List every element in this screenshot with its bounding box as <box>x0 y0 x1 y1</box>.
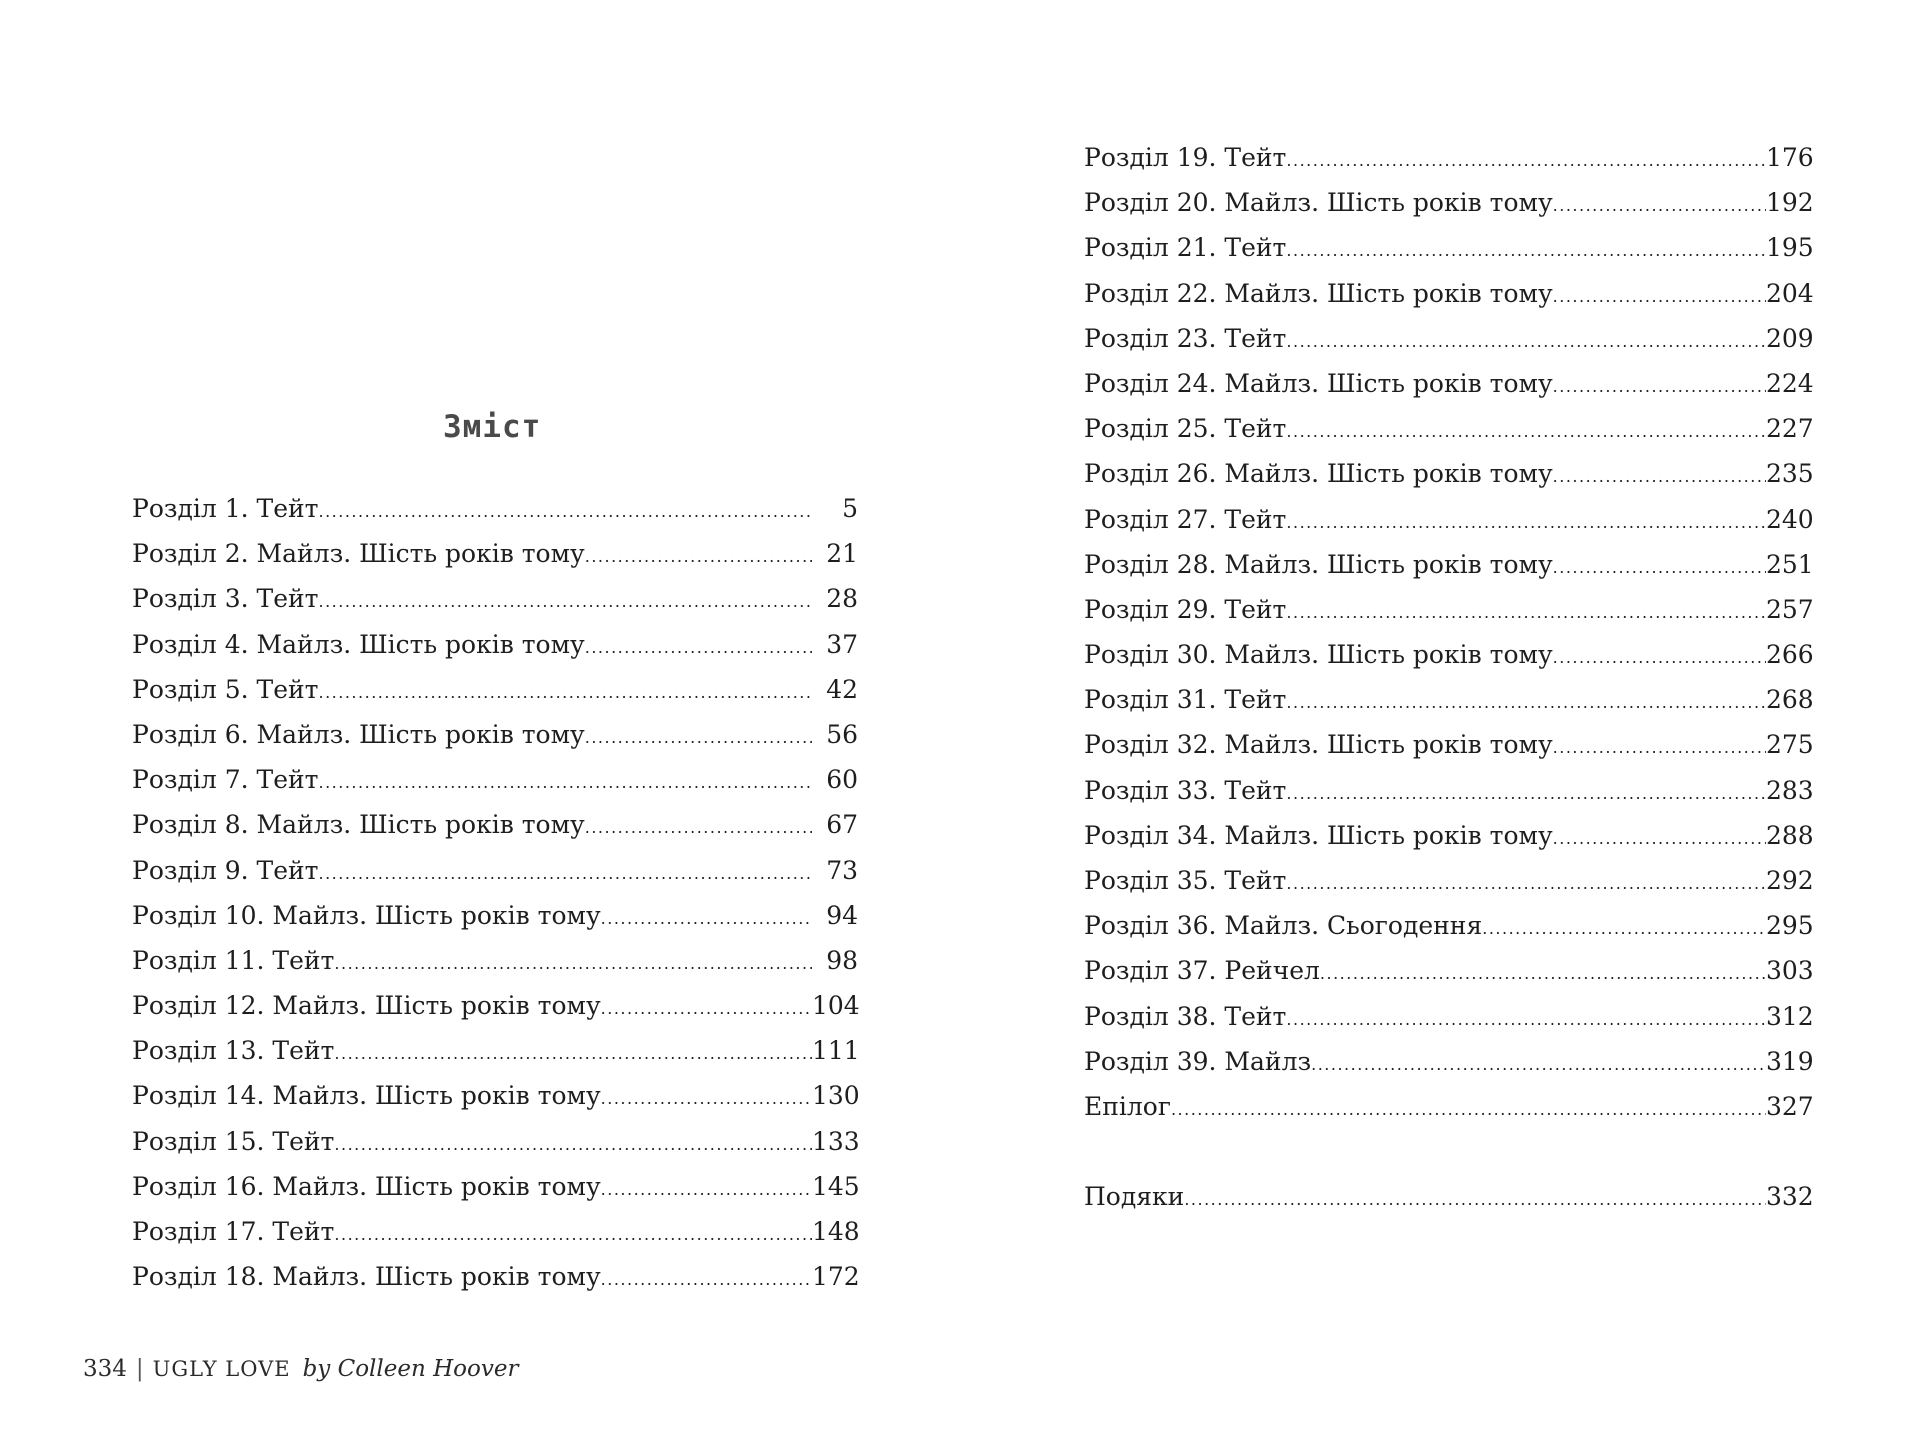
toc-entry-label: Розділ 5. Тейт <box>132 674 319 704</box>
toc-entry[interactable] <box>132 856 858 901</box>
toc-entry[interactable] <box>1084 188 1812 233</box>
toc-entry[interactable] <box>132 1217 858 1262</box>
toc-entry-page: 60 <box>826 765 858 795</box>
toc-entry[interactable] <box>132 991 858 1036</box>
toc-leader-dots <box>334 1044 812 1063</box>
toc-entry-label: Розділ 37. Рейчел <box>1084 956 1320 986</box>
toc-entry-page: 73 <box>826 855 858 885</box>
toc-entry-label: Розділ 23. Тейт <box>1084 323 1287 353</box>
toc-entry-label: Розділ 6. Майлз. Шість років тому <box>132 719 585 749</box>
toc-leader-dots <box>319 683 813 702</box>
page-footer <box>83 1356 518 1382</box>
toc-entry[interactable] <box>1084 640 1812 685</box>
toc-entry-page: 5 <box>842 494 858 523</box>
toc-entry[interactable] <box>1084 866 1812 911</box>
toc-entry-label: Розділ 36. Майлз. Сьогодення <box>1084 911 1483 941</box>
toc-entry-label: Розділ 35. Тейт <box>1084 866 1287 895</box>
toc-leader-dots <box>319 773 813 792</box>
toc-entry[interactable] <box>1084 550 1812 595</box>
toc-entry[interactable] <box>1084 324 1812 369</box>
toc-entry[interactable] <box>1084 505 1812 550</box>
toc-entry-label: Розділ 14. Майлз. Шість років тому <box>132 1081 601 1111</box>
toc-leader-dots <box>1553 648 1766 667</box>
toc-leader-dots <box>319 592 813 611</box>
toc-leader-dots <box>319 864 813 883</box>
toc-entry[interactable] <box>132 1172 858 1217</box>
toc-entry-page: 172 <box>812 1262 860 1292</box>
toc-entry[interactable] <box>132 810 858 855</box>
toc-right-column <box>1084 143 1812 1228</box>
toc-entry-label: Розділ 15. Тейт <box>132 1126 335 1156</box>
toc-entry-page: 204 <box>1766 278 1814 308</box>
toc-entry-page: 283 <box>1766 775 1814 805</box>
footer-book-title: UGLY LOVE <box>152 1357 291 1381</box>
toc-leader-dots <box>601 1270 812 1289</box>
toc-entry-page: 303 <box>1766 956 1814 986</box>
toc-entry[interactable] <box>1084 1092 1812 1137</box>
toc-entry-label: Розділ 1. Тейт <box>132 494 319 523</box>
toc-entry[interactable] <box>132 720 858 765</box>
toc-entry[interactable] <box>132 584 858 629</box>
toc-entry-label: Розділ 17. Тейт <box>132 1217 335 1246</box>
toc-entry[interactable] <box>1084 143 1812 188</box>
toc-entry-page: 28 <box>826 584 858 614</box>
toc-entry[interactable] <box>132 494 858 539</box>
toc-entry-page: 104 <box>812 991 860 1021</box>
toc-entry-page: 332 <box>1766 1182 1814 1212</box>
toc-entry-label: Розділ 2. Майлз. Шість років тому <box>132 539 585 569</box>
toc-leader-dots <box>1286 784 1766 803</box>
toc-entry-page: 292 <box>1766 866 1814 895</box>
toc-leader-dots <box>585 638 812 657</box>
toc-leader-dots <box>1286 693 1766 712</box>
toc-entry-label: Розділ 13. Тейт <box>132 1036 335 1066</box>
toc-entry-page: 268 <box>1766 685 1814 715</box>
toc-entry[interactable] <box>132 1081 858 1126</box>
toc-entry-label: Розділ 9. Тейт <box>132 855 319 885</box>
toc-leader-dots <box>601 1180 812 1199</box>
toc-leader-dots <box>1286 1010 1766 1029</box>
toc-leader-dots <box>1553 829 1766 848</box>
toc-entry-label: Розділ 27. Тейт <box>1084 504 1287 534</box>
toc-entry-page: 327 <box>1766 1091 1814 1121</box>
toc-leader-dots <box>1482 919 1766 938</box>
toc-entry-label: Розділ 24. Майлз. Шість років тому <box>1084 368 1553 398</box>
toc-entry-page: 56 <box>826 719 858 749</box>
toc-entry[interactable] <box>132 630 858 675</box>
toc-entry[interactable] <box>1084 459 1812 504</box>
toc-entry-page: 209 <box>1766 323 1814 353</box>
toc-entry-acknowledgements[interactable] <box>1084 1182 1812 1227</box>
footer-page-number: 334 <box>83 1356 127 1382</box>
toc-entry-label: Розділ 33. Тейт <box>1084 775 1287 805</box>
toc-entry[interactable] <box>1084 414 1812 459</box>
toc-entry[interactable] <box>1084 369 1812 414</box>
toc-entry[interactable] <box>132 1262 858 1307</box>
toc-entry-page: 98 <box>826 945 858 975</box>
toc-leader-dots <box>585 818 812 837</box>
toc-entry[interactable] <box>1084 821 1812 866</box>
toc-leader-dots <box>1553 377 1766 396</box>
toc-entry[interactable] <box>132 901 858 946</box>
toc-entry[interactable] <box>132 675 858 720</box>
toc-entry-label: Розділ 28. Майлз. Шість років тому <box>1084 549 1553 579</box>
toc-entry[interactable] <box>1084 956 1812 1001</box>
toc-leader-dots <box>1553 196 1766 215</box>
toc-entry-label: Розділ 16. Майлз. Шість років тому <box>132 1171 601 1201</box>
toc-entry-label: Розділ 31. Тейт <box>1084 685 1287 715</box>
toc-entry-label: Розділ 25. Тейт <box>1084 414 1287 444</box>
toc-entry-label: Подяки <box>1084 1182 1185 1212</box>
toc-entry[interactable] <box>132 539 858 584</box>
toc-entry-label: Розділ 4. Майлз. Шість років тому <box>132 629 585 659</box>
toc-entry-label: Розділ 7. Тейт <box>132 765 319 795</box>
toc-leader-dots <box>1553 558 1766 577</box>
toc-leader-dots <box>1286 874 1766 893</box>
footer-separator: | <box>135 1356 144 1382</box>
toc-entry-label: Розділ 18. Майлз. Шість років тому <box>132 1262 601 1292</box>
toc-entry[interactable] <box>1084 1002 1812 1047</box>
toc-entry-label: Розділ 26. Майлз. Шість років тому <box>1084 459 1553 489</box>
toc-entry-label: Розділ 12. Майлз. Шість років тому <box>132 991 601 1021</box>
toc-leader-dots <box>334 1225 812 1244</box>
toc-leader-dots <box>1311 1055 1766 1074</box>
toc-entry-page: 312 <box>1766 1001 1814 1031</box>
toc-leader-dots <box>1553 467 1766 486</box>
toc-entry-page: 251 <box>1766 549 1814 579</box>
toc-leader-dots <box>585 728 812 747</box>
toc-leader-dots <box>334 1135 812 1154</box>
toc-leader-dots <box>1286 513 1766 532</box>
toc-entry-label: Розділ 11. Тейт <box>132 945 335 975</box>
toc-entry[interactable] <box>1084 911 1812 956</box>
toc-entry-page: 319 <box>1766 1046 1814 1076</box>
toc-leader-dots <box>1171 1100 1766 1119</box>
toc-entry[interactable] <box>132 946 858 991</box>
footer-author: by Colleen Hoover <box>302 1356 519 1382</box>
toc-spacer <box>1084 1137 1812 1182</box>
toc-leader-dots <box>334 954 812 973</box>
toc-entry-page: 67 <box>826 810 858 840</box>
toc-left-column <box>132 494 858 1307</box>
toc-entry-label: Розділ 38. Тейт <box>1084 1001 1287 1031</box>
toc-leader-dots <box>1553 738 1766 757</box>
toc-entry-label: Розділ 20. Майлз. Шість років тому <box>1084 188 1553 218</box>
toc-leader-dots <box>1553 287 1766 306</box>
toc-leader-dots <box>319 502 813 521</box>
toc-entry-page: 224 <box>1766 368 1814 398</box>
toc-entry[interactable] <box>132 765 858 810</box>
toc-entry-page: 133 <box>812 1126 860 1156</box>
toc-leader-dots <box>1286 151 1766 170</box>
toc-entry-page: 240 <box>1766 504 1814 534</box>
toc-leader-dots <box>601 909 812 928</box>
toc-entry-page: 235 <box>1766 459 1814 489</box>
toc-entry[interactable] <box>1084 595 1812 640</box>
toc-entry-label: Розділ 22. Майлз. Шість років тому <box>1084 278 1553 308</box>
toc-entry-label: Розділ 32. Майлз. Шість років тому <box>1084 730 1553 760</box>
toc-entry-page: 94 <box>826 900 858 930</box>
toc-entry-page: 295 <box>1766 911 1814 941</box>
toc-leader-dots <box>1286 241 1766 260</box>
toc-entry[interactable] <box>1084 776 1812 821</box>
toc-entry[interactable] <box>1084 685 1812 730</box>
toc-entry-page: 227 <box>1766 414 1814 444</box>
toc-entry-label: Розділ 21. Тейт <box>1084 233 1287 263</box>
toc-entry-label: Розділ 29. Тейт <box>1084 594 1287 624</box>
toc-leader-dots <box>1286 422 1766 441</box>
toc-entry-page: 257 <box>1766 594 1814 624</box>
toc-entry-label: Розділ 8. Майлз. Шість років тому <box>132 810 585 840</box>
toc-entry[interactable] <box>1084 279 1812 324</box>
toc-entry[interactable] <box>132 1127 858 1172</box>
toc-entry-page: 275 <box>1766 730 1814 760</box>
toc-entry-page: 195 <box>1766 233 1814 263</box>
toc-entry-page: 145 <box>812 1171 860 1201</box>
toc-entry-page: 111 <box>812 1036 860 1066</box>
toc-leader-dots <box>1184 1190 1766 1209</box>
toc-leader-dots <box>1320 964 1766 983</box>
toc-entry-label: Розділ 10. Майлз. Шість років тому <box>132 900 601 930</box>
toc-entry[interactable] <box>132 1036 858 1081</box>
toc-entry[interactable] <box>1084 1047 1812 1092</box>
toc-leader-dots <box>1286 332 1766 351</box>
toc-entry-label: Епілог <box>1084 1091 1171 1121</box>
toc-entry-label: Розділ 3. Тейт <box>132 584 319 614</box>
toc-title: Зміст <box>443 409 542 445</box>
toc-entry-page: 42 <box>826 674 858 704</box>
toc-entry-label: Розділ 34. Майлз. Шість років тому <box>1084 820 1553 850</box>
toc-entry-page: 192 <box>1766 188 1814 218</box>
toc-entry-page: 148 <box>812 1217 860 1246</box>
toc-entry-label: Розділ 39. Майлз <box>1084 1046 1312 1076</box>
toc-leader-dots <box>601 999 812 1018</box>
toc-leader-dots <box>1286 603 1766 622</box>
toc-leader-dots <box>601 1089 812 1108</box>
toc-entry-page: 37 <box>826 629 858 659</box>
toc-entry-page: 21 <box>826 539 858 569</box>
toc-entry-page: 266 <box>1766 640 1814 670</box>
toc-entry-page: 176 <box>1766 143 1814 172</box>
toc-entry-label: Розділ 19. Тейт <box>1084 143 1287 172</box>
toc-entry-label: Розділ 30. Майлз. Шість років тому <box>1084 640 1553 670</box>
toc-entry[interactable] <box>1084 233 1812 278</box>
toc-entry-page: 288 <box>1766 820 1814 850</box>
toc-leader-dots <box>585 547 812 566</box>
toc-entry[interactable] <box>1084 730 1812 775</box>
toc-entry-page: 130 <box>812 1081 860 1111</box>
